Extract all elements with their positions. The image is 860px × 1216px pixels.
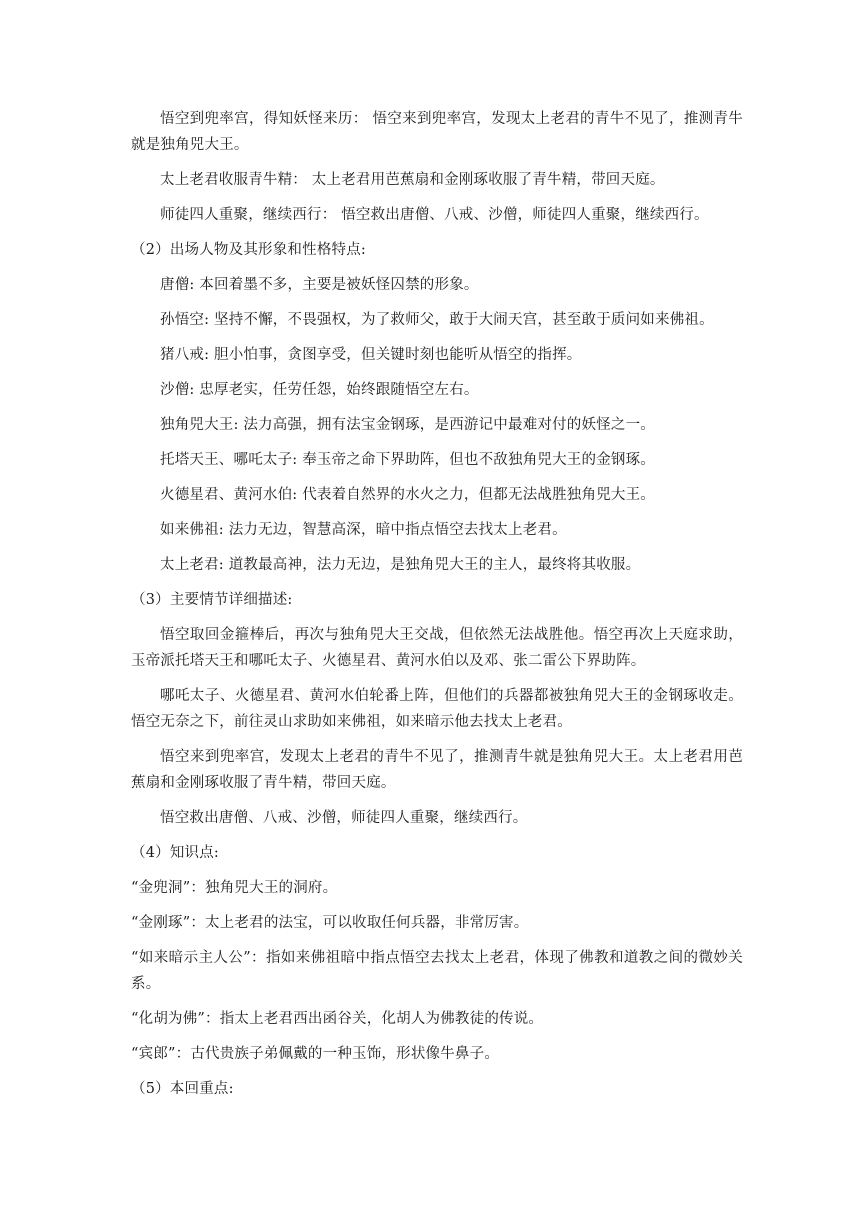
section-heading-knowledge: （4）知识点: bbox=[131, 845, 220, 861]
knowledge-item: “化胡为佛”：指太上老君西出函谷关，化胡人为佛教徒的传说。 bbox=[131, 1011, 544, 1027]
plot-paragraph: 哪吒太子、火德星君、黄河水伯轮番上阵，但他们的兵器都被独角兕大王的金钢琢收走。悟空无奈之下，前往灵山求助如来佛祖，如来暗示他去找太上老君。 bbox=[131, 688, 743, 730]
character-item: 太上老君: 道教最高神，法力无边，是独角兕大王的主人，最终将其收服。 bbox=[160, 557, 641, 573]
knowledge-item: “宾郎”：古代贵族子弟佩戴的一种玉饰，形状像牛鼻子。 bbox=[131, 1046, 500, 1062]
knowledge-item: “金兜洞”：独角兕大王的洞府。 bbox=[131, 880, 338, 896]
character-item: 火德星君、黄河水伯: 代表着自然界的水火之力，但都无法战胜独角兕大王。 bbox=[160, 487, 655, 503]
character-item: 唐僧: 本回着墨不多，主要是被妖怪囚禁的形象。 bbox=[160, 277, 479, 293]
character-item: 独角兕大王: 法力高强，拥有法宝金钢琢，是西游记中最难对付的妖怪之一。 bbox=[160, 417, 655, 433]
plot-summary-item: 悟空到兜率宫，得知妖怪来历： 悟空来到兜率宫，发现太上老君的青牛不见了，推测青牛就是独角兕大王。 bbox=[131, 111, 743, 153]
document-body bbox=[131, 106, 743, 1111]
section-heading-characters: （2）出场人物及其形象和性格特点: bbox=[131, 242, 367, 258]
plot-paragraph: 悟空救出唐僧、八戒、沙僧，师徒四人重聚，继续西行。 bbox=[160, 810, 528, 826]
character-item: 沙僧: 忠厚老实，任劳任怨，始终跟随悟空左右。 bbox=[160, 382, 479, 398]
character-item: 猪八戒: 胆小怕事，贪图享受，但关键时刻也能听从悟空的指挥。 bbox=[160, 347, 582, 363]
character-item: 托塔天王、哪吒太子: 奉玉帝之命下界助阵，但也不敌独角兕大王的金钢琢。 bbox=[160, 452, 655, 468]
plot-summary-item: 师徒四人重聚，继续西行： 悟空救出唐僧、八戒、沙僧，师徒四人重聚，继续西行。 bbox=[160, 207, 709, 223]
character-item: 孙悟空: 坚持不懈，不畏强权，为了救师父，敢于大闹天宫，甚至敢于质问如来佛祖。 bbox=[160, 312, 714, 328]
plot-paragraph: 悟空取回金箍棒后，再次与独角兕大王交战，但依然无法战胜他。悟空再次上天庭求助，玉帝派托塔天王和哪吒太子、火德星君、黄河水伯以及邓、张二雷公下界助阵。 bbox=[131, 627, 743, 669]
section-heading-plot: （3）主要情节详细描述: bbox=[131, 592, 293, 608]
plot-summary-item: 太上老君收服青牛精： 太上老君用芭蕉扇和金刚琢收服了青牛精，带回天庭。 bbox=[160, 172, 665, 188]
plot-paragraph: 悟空来到兜率宫，发现太上老君的青牛不见了，推测青牛就是独角兕大王。太上老君用芭蕉扇和金刚琢收服了青牛精，带回天庭。 bbox=[131, 749, 743, 791]
knowledge-item: “金刚琢”：太上老君的法宝，可以收取任何兵器，非常厉害。 bbox=[131, 915, 529, 931]
section-heading-key-points: （5）本回重点: bbox=[131, 1081, 234, 1097]
knowledge-item: “如来暗示主人公”：指如来佛祖暗中指点悟空去找太上老君，体现了佛教和道教之间的微妙关系。 bbox=[131, 950, 743, 992]
character-item: 如来佛祖: 法力无边，智慧高深，暗中指点悟空去找太上老君。 bbox=[160, 522, 567, 538]
